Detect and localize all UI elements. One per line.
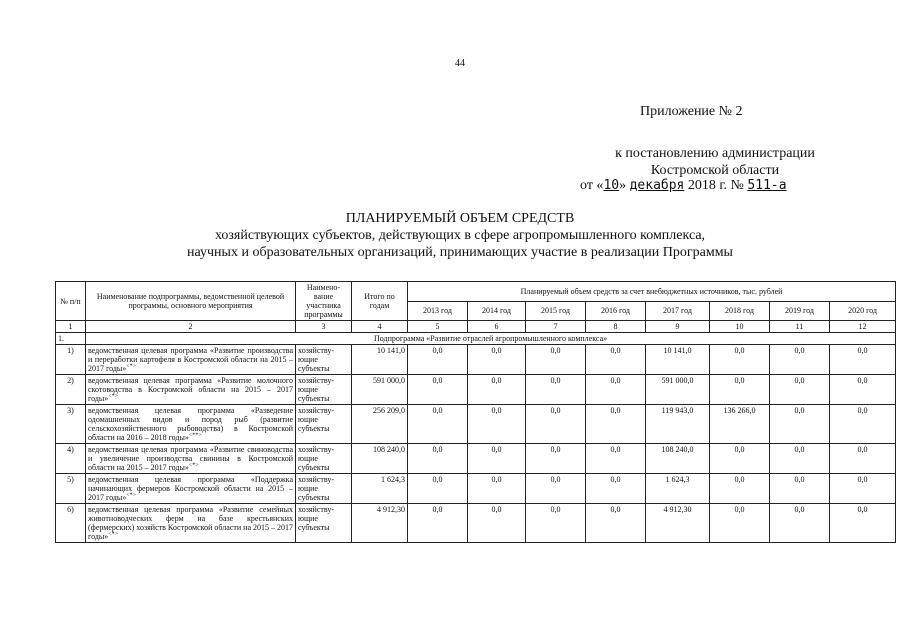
decree-date-prefix: от « (580, 178, 604, 193)
row-year-value-4: 10 141,0 (646, 345, 710, 375)
row-year-value-7: 0,0 (830, 504, 896, 543)
row-participant: хозяйству-ющие субъекты (296, 375, 352, 405)
column-number-9: 10 (710, 321, 770, 333)
column-number-4: 5 (408, 321, 468, 333)
column-number-10: 11 (770, 321, 830, 333)
row-year-value-0: 0,0 (408, 474, 468, 504)
row-no: 6) (56, 504, 86, 543)
row-participant: хозяйству-ющие субъекты (296, 504, 352, 543)
row-year-value-5: 0,0 (710, 444, 770, 474)
row-year-value-2: 0,0 (526, 375, 586, 405)
row-year-value-4: 119 943,0 (646, 405, 710, 444)
row-year-value-0: 0,0 (408, 375, 468, 405)
row-name: ведомственная целевая программа «Развитие производства и переработки картофеля в Костромской области на 2015 – 2017 годы»<*> (86, 345, 296, 375)
row-total: 108 240,0 (352, 444, 408, 474)
row-year-value-7: 0,0 (830, 474, 896, 504)
header-total: Итого по годам (352, 282, 408, 321)
column-number-11: 12 (830, 321, 896, 333)
decree-reference (555, 145, 875, 179)
table-row (56, 405, 896, 444)
column-number-3: 4 (352, 321, 408, 333)
row-year-value-6: 0,0 (770, 405, 830, 444)
row-year-value-1: 0,0 (468, 504, 526, 543)
decree-day: 10 (603, 178, 620, 193)
row-year-value-0: 0,0 (408, 345, 468, 375)
row-year-value-5: 0,0 (710, 345, 770, 375)
row-year-value-6: 0,0 (770, 375, 830, 405)
document-title (100, 210, 820, 261)
table-body (56, 333, 896, 543)
row-no: 1) (56, 345, 86, 375)
title-line-3: научных и образовательных организаций, принимающих участие в реализации Программы (187, 245, 733, 260)
header-participant: Наимено-вание участника программы (296, 282, 352, 321)
section-no: 1. (56, 333, 86, 345)
row-no: 2) (56, 375, 86, 405)
row-year-value-7: 0,0 (830, 375, 896, 405)
decree-year-text: 2018 г. № (687, 178, 744, 193)
row-year-value-1: 0,0 (468, 474, 526, 504)
row-year-value-6: 0,0 (770, 474, 830, 504)
decree-month: декабря (629, 178, 685, 193)
row-name: ведомственная целевая программа «Развитие свиноводства и увеличение производства свинины в Костромской области на 2015 – 2017 годы»<*> (86, 444, 296, 474)
header-year-4: 2017 год (646, 301, 710, 321)
row-year-value-7: 0,0 (830, 345, 896, 375)
row-year-value-4: 4 912,30 (646, 504, 710, 543)
row-year-value-2: 0,0 (526, 504, 586, 543)
row-year-value-6: 0,0 (770, 444, 830, 474)
footnote-mark: <*> (126, 363, 137, 370)
row-year-value-2: 0,0 (526, 444, 586, 474)
row-total: 256 209,0 (352, 405, 408, 444)
row-year-value-4: 591 000,0 (646, 375, 710, 405)
column-number-2: 3 (296, 321, 352, 333)
header-funding-group: Планируемый объем средств за счет внебюджетных источников, тыс. рублей (408, 282, 896, 302)
row-year-value-3: 0,0 (586, 345, 646, 375)
row-year-value-7: 0,0 (830, 444, 896, 474)
column-number-6: 7 (526, 321, 586, 333)
header-year-7: 2020 год (830, 301, 896, 321)
row-total: 10 141,0 (352, 345, 408, 375)
column-number-8: 9 (646, 321, 710, 333)
row-year-value-1: 0,0 (468, 444, 526, 474)
section-title: Подпрограмма «Развитие отраслей агропромышленного комплекса» (86, 333, 896, 345)
footnote-mark: <*> (188, 462, 199, 469)
title-line-1: ПЛАНИРУЕМЫЙ ОБЪЕМ СРЕДСТВ (345, 211, 575, 226)
row-year-value-3: 0,0 (586, 504, 646, 543)
header-year-3: 2016 год (586, 301, 646, 321)
row-year-value-0: 0,0 (408, 504, 468, 543)
appendix-number: Приложение № 2 (640, 104, 743, 119)
row-total: 1 624,3 (352, 474, 408, 504)
header-name: Наименование подпрограммы, ведомственной целевой программы, основного мероприятия (86, 282, 296, 321)
header-year-0: 2013 год (408, 301, 468, 321)
column-number-row (56, 321, 896, 333)
row-year-value-4: 1 624,3 (646, 474, 710, 504)
column-number-5: 6 (468, 321, 526, 333)
row-total: 4 912,30 (352, 504, 408, 543)
row-year-value-3: 0,0 (586, 444, 646, 474)
column-number-7: 8 (586, 321, 646, 333)
header-year-5: 2018 год (710, 301, 770, 321)
page-number: 44 (455, 58, 465, 69)
row-name: ведомственная целевая программа «Поддержка начинающих фермеров Костромской области на 2015 – 2017 годы»<*> (86, 474, 296, 504)
row-no: 3) (56, 405, 86, 444)
row-year-value-2: 0,0 (526, 345, 586, 375)
row-year-value-5: 0,0 (710, 504, 770, 543)
row-year-value-3: 0,0 (586, 474, 646, 504)
row-total: 591 000,0 (352, 375, 408, 405)
row-year-value-3: 0,0 (586, 375, 646, 405)
header-year-6: 2019 год (770, 301, 830, 321)
table-row (56, 504, 896, 543)
column-number-1: 2 (86, 321, 296, 333)
row-year-value-3: 0,0 (586, 405, 646, 444)
row-year-value-1: 0,0 (468, 345, 526, 375)
row-year-value-5: 0,0 (710, 375, 770, 405)
row-year-value-1: 0,0 (468, 375, 526, 405)
row-year-value-4: 108 240,0 (646, 444, 710, 474)
decree-number: 511-а (747, 178, 787, 193)
decree-line-2: Костромской области (650, 163, 780, 178)
row-no: 5) (56, 474, 86, 504)
footnote-mark: <*> (108, 393, 119, 400)
row-year-value-6: 0,0 (770, 504, 830, 543)
row-year-value-1: 0,0 (468, 405, 526, 444)
row-year-value-7: 0,0 (830, 405, 896, 444)
row-year-value-2: 0,0 (526, 405, 586, 444)
row-participant: хозяйству-ющие субъекты (296, 405, 352, 444)
row-year-value-5: 136 266,0 (710, 405, 770, 444)
column-number-0: 1 (56, 321, 86, 333)
header-year-1: 2014 год (468, 301, 526, 321)
decree-date-line (580, 178, 787, 194)
footnote-mark: <**> (188, 432, 202, 439)
title-line-2: хозяйствующих субъектов, действующих в сфере агропромышленного комплекса, (214, 228, 706, 243)
table-row (56, 474, 896, 504)
row-year-value-0: 0,0 (408, 405, 468, 444)
row-year-value-6: 0,0 (770, 345, 830, 375)
decree-line-1: к постановлению администрации (615, 146, 815, 161)
decree-date-mid: » (619, 178, 627, 193)
row-participant: хозяйству-ющие субъекты (296, 474, 352, 504)
planned-funds-table (55, 281, 896, 543)
row-year-value-5: 0,0 (710, 474, 770, 504)
row-participant: хозяйству-ющие субъекты (296, 345, 352, 375)
table-row (56, 345, 896, 375)
row-name: ведомственная целевая программа «Разведение одомашненных видов и пород рыб (развитие сельскохозяйственного рыбоводства) в Костромской области на 2016 – 2018 годы»<**> (86, 405, 296, 444)
row-no: 4) (56, 444, 86, 474)
row-year-value-0: 0,0 (408, 444, 468, 474)
row-participant: хозяйству-ющие субъекты (296, 444, 352, 474)
header-no: № п/п (56, 282, 86, 321)
section-row (56, 333, 896, 345)
row-name: ведомственная целевая программа «Развитие семейных животноводческих ферм на базе крестьянских (фермерских) хозяйств Костромской области на 2015 – 2017 годы»<*> (86, 504, 296, 543)
footnote-mark: <*> (108, 531, 119, 538)
table-row (56, 444, 896, 474)
row-name: ведомственная целевая программа «Развитие молочного скотоводства в Костромской области на 2015 – 2017 годы»<*> (86, 375, 296, 405)
table-row (56, 375, 896, 405)
footnote-mark: <*> (126, 492, 137, 499)
table-header-row (56, 282, 896, 302)
header-year-2: 2015 год (526, 301, 586, 321)
row-year-value-2: 0,0 (526, 474, 586, 504)
